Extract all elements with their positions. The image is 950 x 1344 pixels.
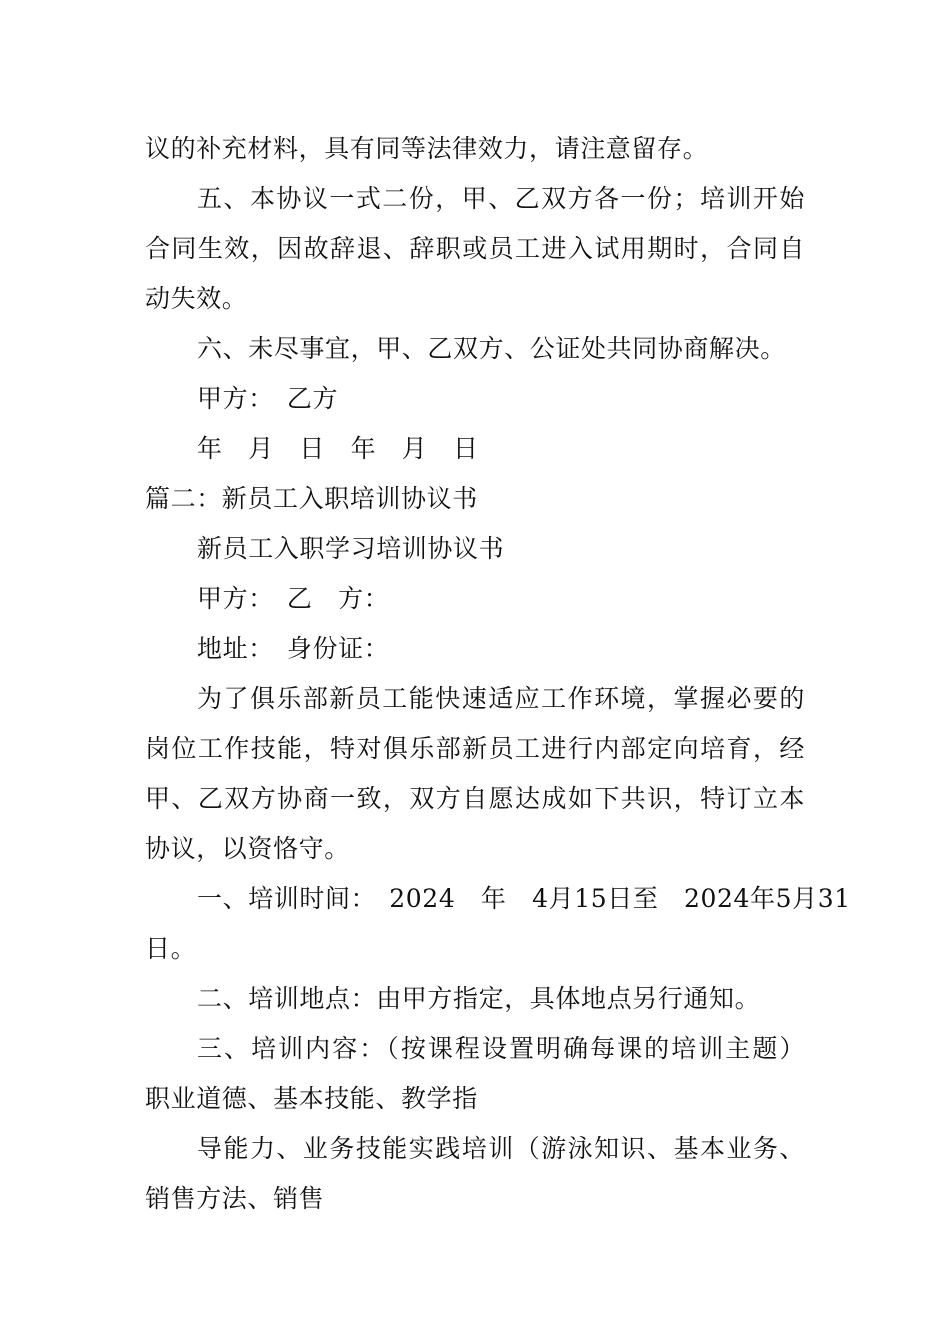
preamble-line-4: 协议，以资恪守。 [145,834,350,863]
training-content-line-1: 三、培训内容：（按课程设置明确每课的培训主题） [197,1034,805,1063]
training-content-line-4: 销售方法、销售 [145,1184,325,1213]
preamble-line-3: 甲、乙双方协商一致，双方自愿达成如下共识，特订立本 [145,784,805,813]
training-time-line-1: 一、培训时间： 2024 年 4月15日至 2024年5月31 [197,884,851,913]
clause-five-line-3: 动失效。 [145,284,248,313]
section-heading: 篇二：新员工入职培训协议书 [145,484,478,513]
training-content-line-2: 职业道德、基本技能、教学指 [145,1084,478,1113]
preamble-line-2: 岗位工作技能，特对俱乐部新员工进行内部定向培育，经 [145,734,805,763]
clause-six: 六、未尽事宜，甲、乙双方、公证处共同协商解决。 [197,334,786,363]
address-id-line: 地址： 身份证： [197,634,390,663]
parties-line: 甲方： 乙 方： [197,584,390,613]
signature-parties: 甲方： 乙方 [197,384,339,413]
text-line: 议的补充材料，具有同等法律效力，请注意留存。 [145,134,709,163]
preamble-line-1: 为了俱乐部新员工能快速适应工作环境，掌握必要的 [197,684,805,713]
agreement-title: 新员工入职学习培训协议书 [197,534,505,563]
clause-five-line-2: 合同生效，因故辞退、辞职或员工进入试用期时，合同自 [145,234,805,263]
training-location: 二、培训地点：由甲方指定，具体地点另行通知。 [197,984,761,1013]
training-time-line-2: 日。 [145,934,197,963]
clause-five-line-1: 五、本协议一式二份，甲、乙双方各一份；培训开始 [197,184,805,213]
training-content-line-3: 导能力、业务技能实践培训（游泳知识、基本业务、 [197,1134,805,1163]
signature-dates: 年 月 日 年 月 日 [197,434,479,463]
